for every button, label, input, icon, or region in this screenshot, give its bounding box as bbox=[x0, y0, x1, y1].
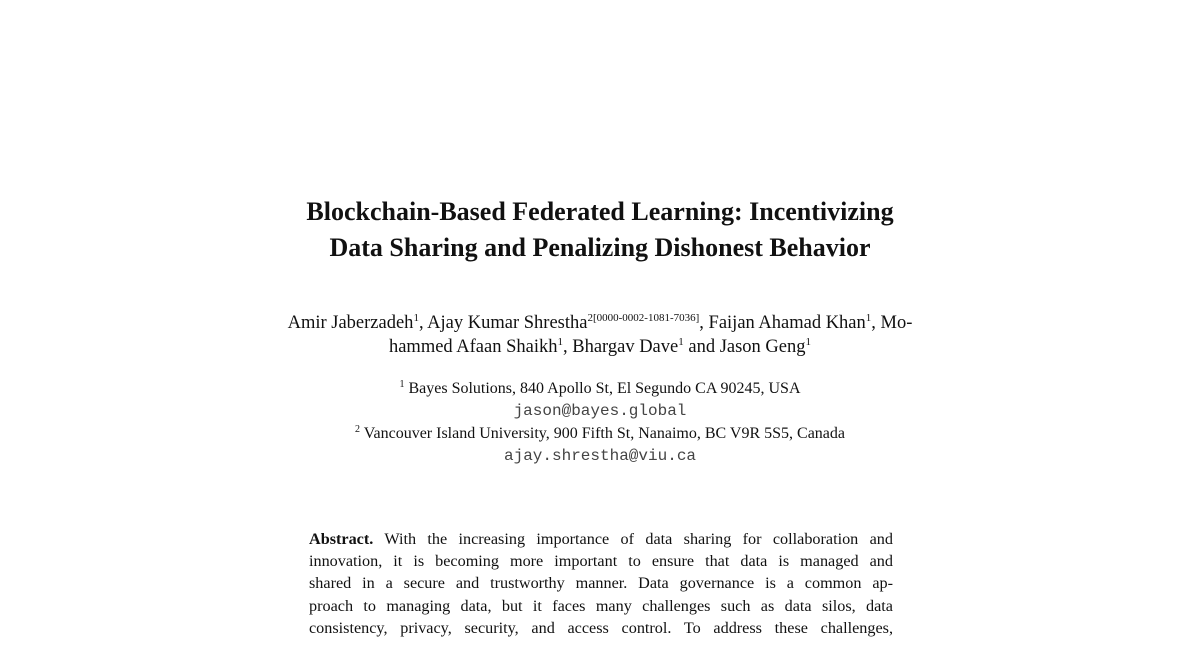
abstract-line: innovation, it is becoming more important to ensure that data is managed and bbox=[309, 552, 893, 571]
author-affiliation-sup: 1 bbox=[805, 336, 812, 348]
abstract-label: Abstract. bbox=[309, 530, 374, 548]
author-affiliation-sup: 1 bbox=[678, 336, 684, 348]
author-affiliation-sup: 1 bbox=[557, 336, 563, 348]
affiliation-sup: 2 bbox=[355, 424, 360, 435]
author-name: hammed Afaan Shaikh bbox=[388, 337, 558, 357]
author-affiliation-sup: 1 bbox=[865, 312, 872, 324]
title-line-1: Blockchain-Based Federated Learning: Incentivizing bbox=[306, 197, 894, 226]
author-line-2 bbox=[240, 335, 960, 359]
abstract-line: consistency, privacy, security, and access control. To address these challenges, bbox=[309, 618, 893, 637]
author-orcid-sup: 2[0000-0002-1081-7036] bbox=[587, 312, 700, 324]
affiliation-sup: 1 bbox=[399, 379, 405, 390]
author-name: and Jason Geng bbox=[683, 337, 806, 357]
author-name: , Mo- bbox=[871, 313, 913, 333]
author-line-1 bbox=[240, 311, 960, 335]
affiliation-1 bbox=[0, 378, 1200, 400]
author-name: , Ajay Kumar Shrestha bbox=[418, 313, 588, 333]
abstract-line bbox=[309, 528, 893, 550]
author-affiliation-sup: 1 bbox=[413, 312, 419, 324]
abstract-text: With the increasing importance of data sharing for collaboration and bbox=[373, 530, 893, 548]
author-list bbox=[240, 311, 960, 359]
affiliation-2-email: ajay.shrestha@viu.ca bbox=[503, 447, 697, 465]
affiliation-1-email: jason@bayes.global bbox=[513, 402, 687, 420]
abstract bbox=[309, 528, 893, 639]
affiliation-text: Bayes Solutions, 840 Apollo St, El Segundo CA 90245, USA bbox=[404, 380, 801, 397]
abstract-line: shared in a secure and trustworthy manner. Data governance is a common ap- bbox=[309, 574, 893, 593]
paper-title bbox=[0, 194, 1200, 266]
affiliation-text: Vancouver Island University, 900 Fifth St, Nanaimo, BC V9R 5S5, Canada bbox=[360, 425, 845, 442]
affiliation-2 bbox=[0, 423, 1200, 445]
author-name: , Faijan Ahamad Khan bbox=[699, 313, 866, 333]
title-line-2: Data Sharing and Penalizing Dishonest Behavior bbox=[329, 233, 871, 262]
author-name: Amir Jaberzadeh bbox=[287, 313, 414, 333]
author-name: , Bhargav Dave bbox=[562, 337, 679, 357]
abstract-line: proach to managing data, but it faces many challenges such as data silos, data bbox=[309, 596, 893, 615]
